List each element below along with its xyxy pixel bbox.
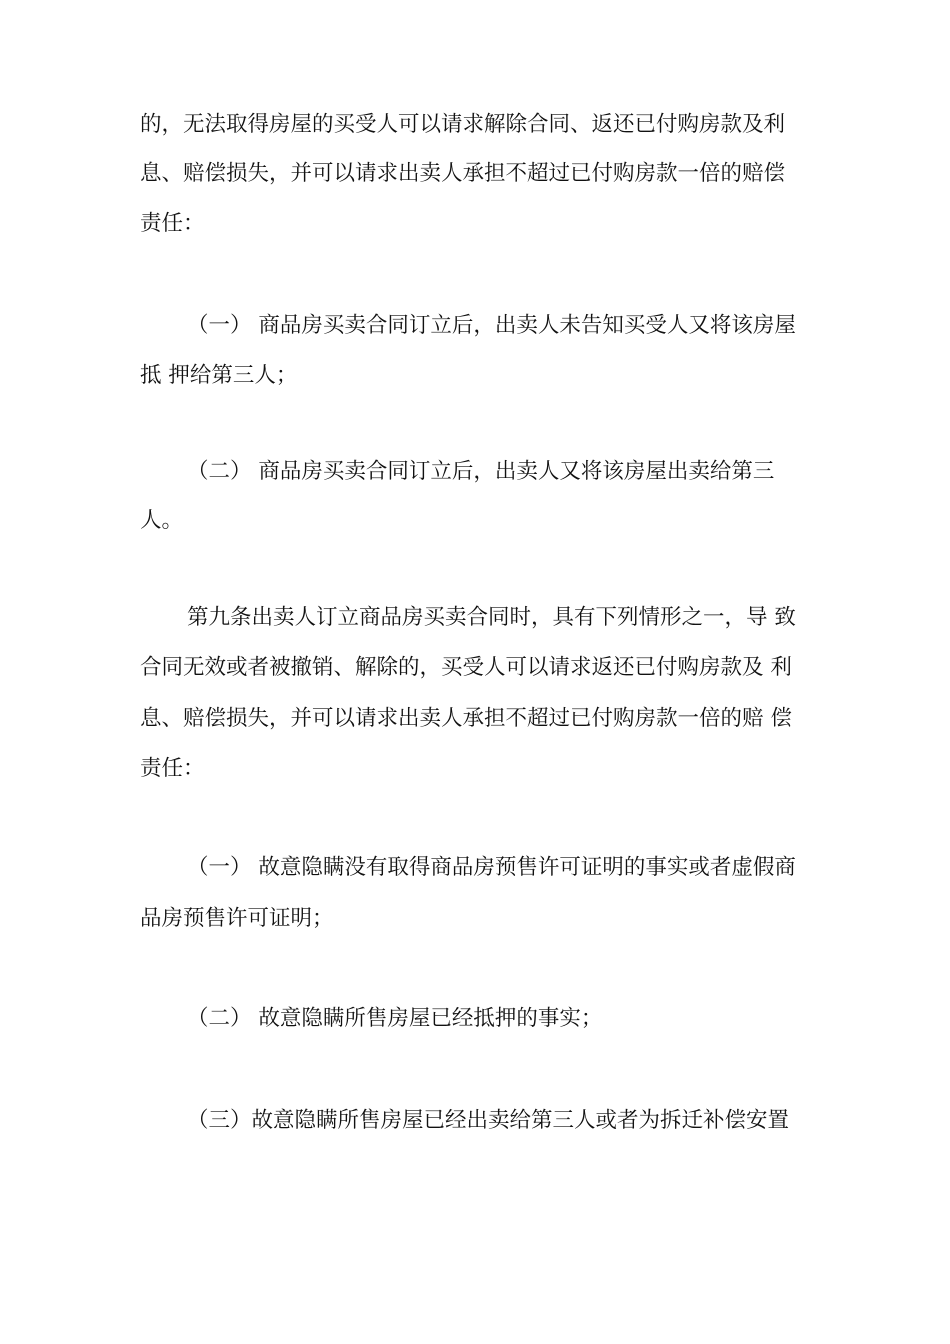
paragraph-4-line-1: 第九条出卖人订立商品房买卖合同时，具有下列情形之一，导 致 [187, 605, 796, 630]
paragraph-1-line-3: 责任： [140, 211, 205, 236]
paragraph-1-line-1: 的，无法取得房屋的买受人可以请求解除合同、返还已付购房款及利 [140, 112, 786, 137]
paragraph-3-line-1: （二） 商品房买卖合同订立后，出卖人又将该房屋出卖给第三 [187, 459, 775, 484]
paragraph-5-line-2: 品房预售许可证明； [140, 906, 334, 931]
paragraph-5-line-1: （一） 故意隐瞒没有取得商品房预售许可证明的事实或者虚假商 [187, 855, 796, 880]
paragraph-4-line-3: 息、赔偿损失，并可以请求出卖人承担不超过已付购房款一倍的赔 偿 [140, 706, 792, 731]
paragraph-6-line-1: （二） 故意隐瞒所售房屋已经抵押的事实； [187, 1006, 603, 1031]
paragraph-4-line-4: 责任： [140, 756, 205, 781]
paragraph-3-line-2: 人。 [140, 508, 184, 533]
paragraph-2-line-1: （一） 商品房买卖合同订立后，出卖人未告知买受人又将该房屋 [187, 313, 796, 338]
paragraph-7-line-1: （三）故意隐瞒所售房屋已经出卖给第三人或者为拆迁补偿安置 [187, 1108, 790, 1133]
paragraph-4-line-2: 合同无效或者被撤销、解除的，买受人可以请求返还已付购房款及 利 [140, 655, 792, 680]
paragraph-1-line-2: 息、赔偿损失，并可以请求出卖人承担不超过已付购房款一倍的赔偿 [140, 161, 786, 186]
paragraph-2-line-2: 抵 押给第三人； [140, 363, 298, 388]
